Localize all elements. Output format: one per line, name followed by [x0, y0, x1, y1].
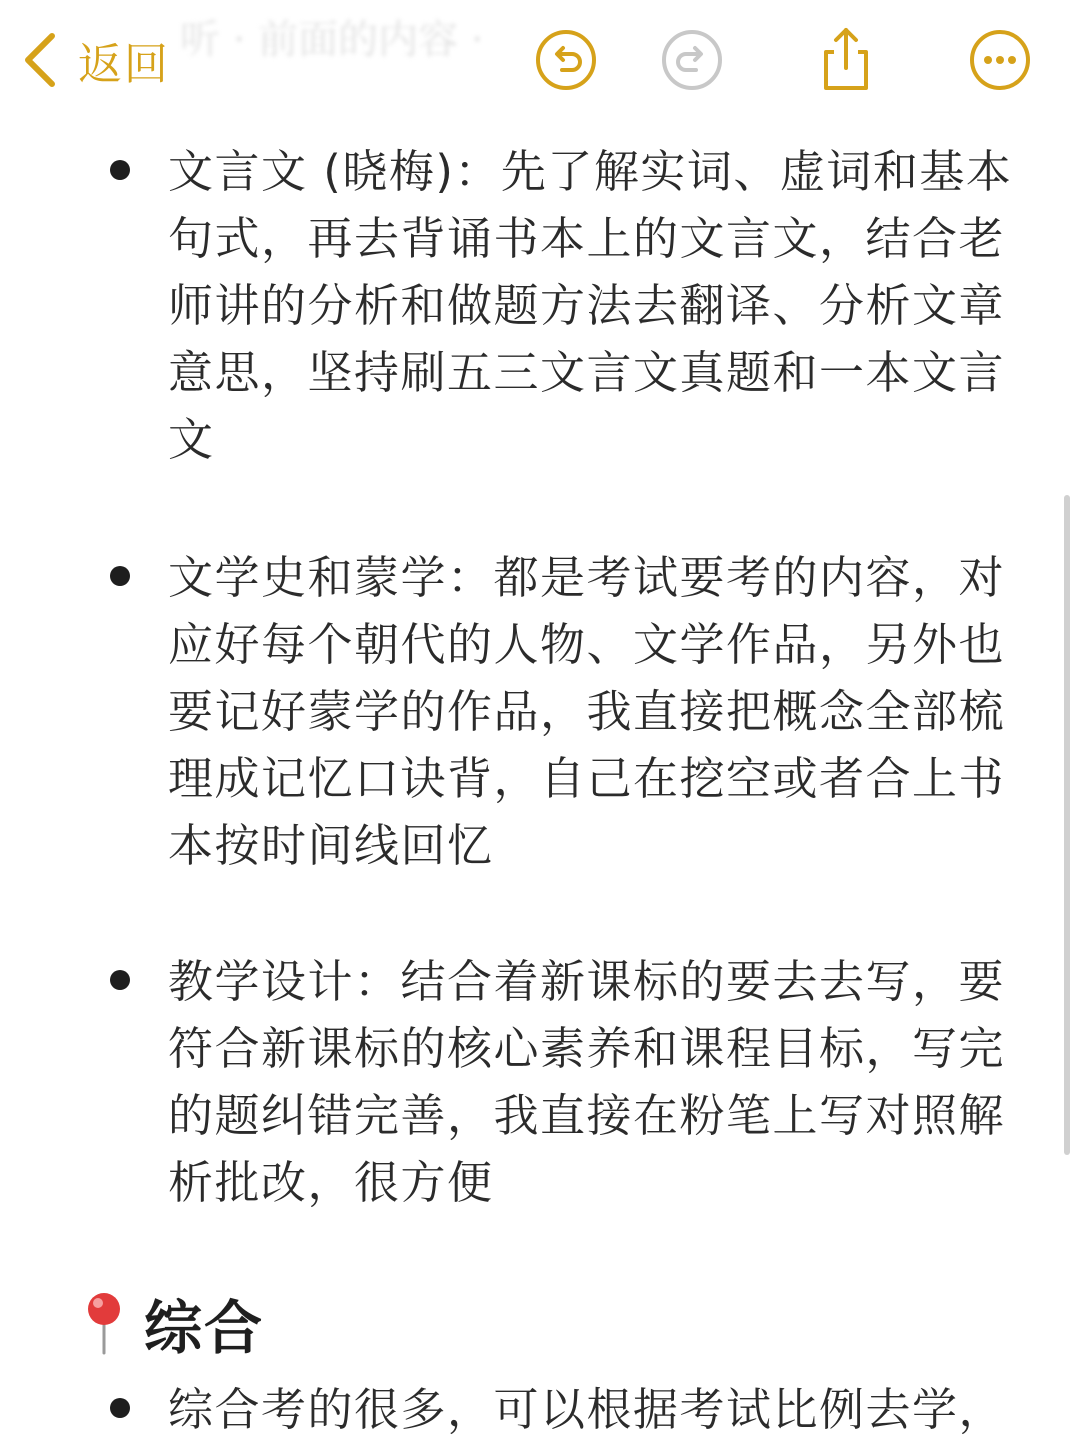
- list-item-comprehensive: 综合考的很多，可以根据考试比例去学，: [168, 1383, 1006, 1436]
- bullet-dot: [110, 970, 130, 990]
- more-icon: [968, 28, 1032, 92]
- faded-title: 听 · 前面的内容 ·: [180, 17, 484, 63]
- share-button[interactable]: [814, 24, 878, 88]
- share-icon: [814, 24, 878, 94]
- bullet-dot: [110, 160, 130, 180]
- pushpin-icon: [82, 1291, 126, 1355]
- back-label: 返回: [78, 39, 170, 90]
- list-item-classical-chinese: 文言文 (晓梅)：先了解实词、虚词和基本句式，再去背诵书本上的文言文，结合老师讲的分析和做题方法去翻译、分析文章意思，坚持刷五三文言文真题和一本文言文: [168, 145, 1013, 466]
- back-button[interactable]: [22, 28, 170, 92]
- undo-button[interactable]: [534, 28, 598, 92]
- redo-button[interactable]: [660, 28, 724, 92]
- section-title: 综合: [144, 1294, 265, 1362]
- undo-icon: [534, 28, 598, 92]
- bullet-dot: [110, 566, 130, 586]
- top-toolbar: [0, 0, 1080, 120]
- list-item-teaching-design: 教学设计：结合着新课标的要去去写，要符合新课标的核心素养和课程目标，写完的题纠错完善，我直接在粉笔上写对照解析批改，很方便: [168, 955, 1006, 1209]
- list-item-literary-history: 文学史和蒙学：都是考试要考的内容，对应好每个朝代的人物、文学作品，另外也要记好蒙学的作品，我直接把概念全部梳理成记忆口诀背，自己在挖空或者合上书本按时间线回忆: [168, 551, 1006, 872]
- scrollbar[interactable]: [1064, 495, 1070, 1155]
- redo-icon: [660, 28, 724, 92]
- bullet-dot: [110, 1398, 130, 1418]
- section-heading: [82, 1283, 264, 1363]
- more-button[interactable]: [968, 28, 1032, 92]
- chevron-left-icon: [22, 32, 56, 88]
